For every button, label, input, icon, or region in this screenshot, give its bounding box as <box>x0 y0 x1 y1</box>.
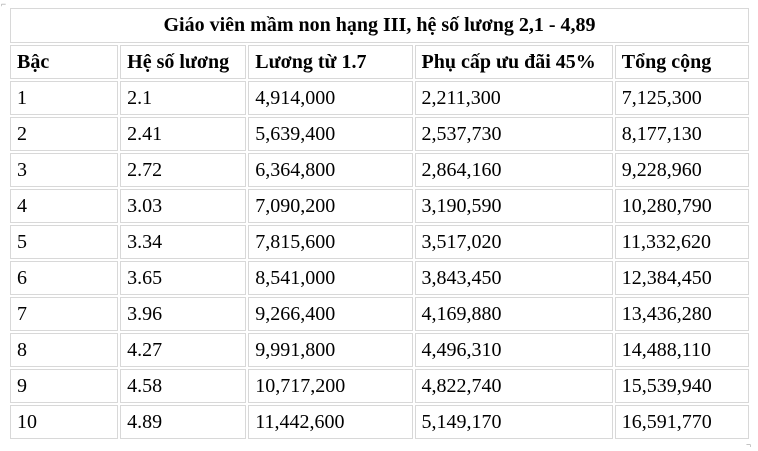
corner-mark-top-left: ⌐ <box>1 0 7 9</box>
cell-bac: 3 <box>10 153 118 187</box>
table-row <box>10 405 749 439</box>
table-header-row <box>10 45 749 79</box>
cell-bac: 8 <box>10 333 118 367</box>
cell-he-so: 2.1 <box>120 81 246 115</box>
header-he-so-luong: Hệ số lương <box>120 45 246 79</box>
table-row <box>10 297 749 331</box>
header-bac: Bậc <box>10 45 118 79</box>
cell-phu-cap: 3,843,450 <box>415 261 613 295</box>
cell-luong: 4,914,000 <box>248 81 412 115</box>
cell-tong-cong: 11,332,620 <box>615 225 749 259</box>
cell-he-so: 3.96 <box>120 297 246 331</box>
cell-phu-cap: 3,517,020 <box>415 225 613 259</box>
table-title-row <box>10 8 749 43</box>
cell-he-so: 4.27 <box>120 333 246 367</box>
header-tong-cong: Tổng cộng <box>615 45 749 79</box>
cell-luong: 7,815,600 <box>248 225 412 259</box>
table-row <box>10 369 749 403</box>
table-row <box>10 81 749 115</box>
corner-mark-bottom-right: ¬ <box>746 440 752 450</box>
cell-tong-cong: 13,436,280 <box>615 297 749 331</box>
cell-bac: 4 <box>10 189 118 223</box>
cell-phu-cap: 2,211,300 <box>415 81 613 115</box>
cell-tong-cong: 15,539,940 <box>615 369 749 403</box>
cell-phu-cap: 4,822,740 <box>415 369 613 403</box>
table-row <box>10 117 749 151</box>
cell-tong-cong: 8,177,130 <box>615 117 749 151</box>
cell-phu-cap: 2,864,160 <box>415 153 613 187</box>
cell-luong: 8,541,000 <box>248 261 412 295</box>
cell-luong: 5,639,400 <box>248 117 412 151</box>
table-row <box>10 189 749 223</box>
header-phu-cap: Phụ cấp ưu đãi 45% <box>415 45 613 79</box>
cell-luong: 10,717,200 <box>248 369 412 403</box>
cell-bac: 5 <box>10 225 118 259</box>
cell-luong: 6,364,800 <box>248 153 412 187</box>
cell-he-so: 2.41 <box>120 117 246 151</box>
table-title: Giáo viên mầm non hạng III, hệ số lương 2,1 - 4,89 <box>10 8 749 43</box>
table-row <box>10 261 749 295</box>
cell-tong-cong: 10,280,790 <box>615 189 749 223</box>
cell-phu-cap: 4,496,310 <box>415 333 613 367</box>
cell-phu-cap: 4,169,880 <box>415 297 613 331</box>
table-row <box>10 225 749 259</box>
cell-tong-cong: 7,125,300 <box>615 81 749 115</box>
table-row <box>10 153 749 187</box>
table-row <box>10 333 749 367</box>
cell-bac: 9 <box>10 369 118 403</box>
cell-luong: 11,442,600 <box>248 405 412 439</box>
cell-phu-cap: 3,190,590 <box>415 189 613 223</box>
cell-he-so: 2.72 <box>120 153 246 187</box>
salary-table <box>8 6 751 441</box>
cell-luong: 7,090,200 <box>248 189 412 223</box>
cell-tong-cong: 12,384,450 <box>615 261 749 295</box>
cell-bac: 2 <box>10 117 118 151</box>
header-luong: Lương từ 1.7 <box>248 45 412 79</box>
cell-he-so: 4.89 <box>120 405 246 439</box>
cell-he-so: 4.58 <box>120 369 246 403</box>
cell-luong: 9,991,800 <box>248 333 412 367</box>
cell-phu-cap: 5,149,170 <box>415 405 613 439</box>
cell-tong-cong: 16,591,770 <box>615 405 749 439</box>
cell-bac: 10 <box>10 405 118 439</box>
cell-bac: 6 <box>10 261 118 295</box>
cell-phu-cap: 2,537,730 <box>415 117 613 151</box>
cell-he-so: 3.65 <box>120 261 246 295</box>
cell-bac: 1 <box>10 81 118 115</box>
cell-bac: 7 <box>10 297 118 331</box>
cell-he-so: 3.03 <box>120 189 246 223</box>
cell-he-so: 3.34 <box>120 225 246 259</box>
cell-tong-cong: 9,228,960 <box>615 153 749 187</box>
cell-tong-cong: 14,488,110 <box>615 333 749 367</box>
cell-luong: 9,266,400 <box>248 297 412 331</box>
